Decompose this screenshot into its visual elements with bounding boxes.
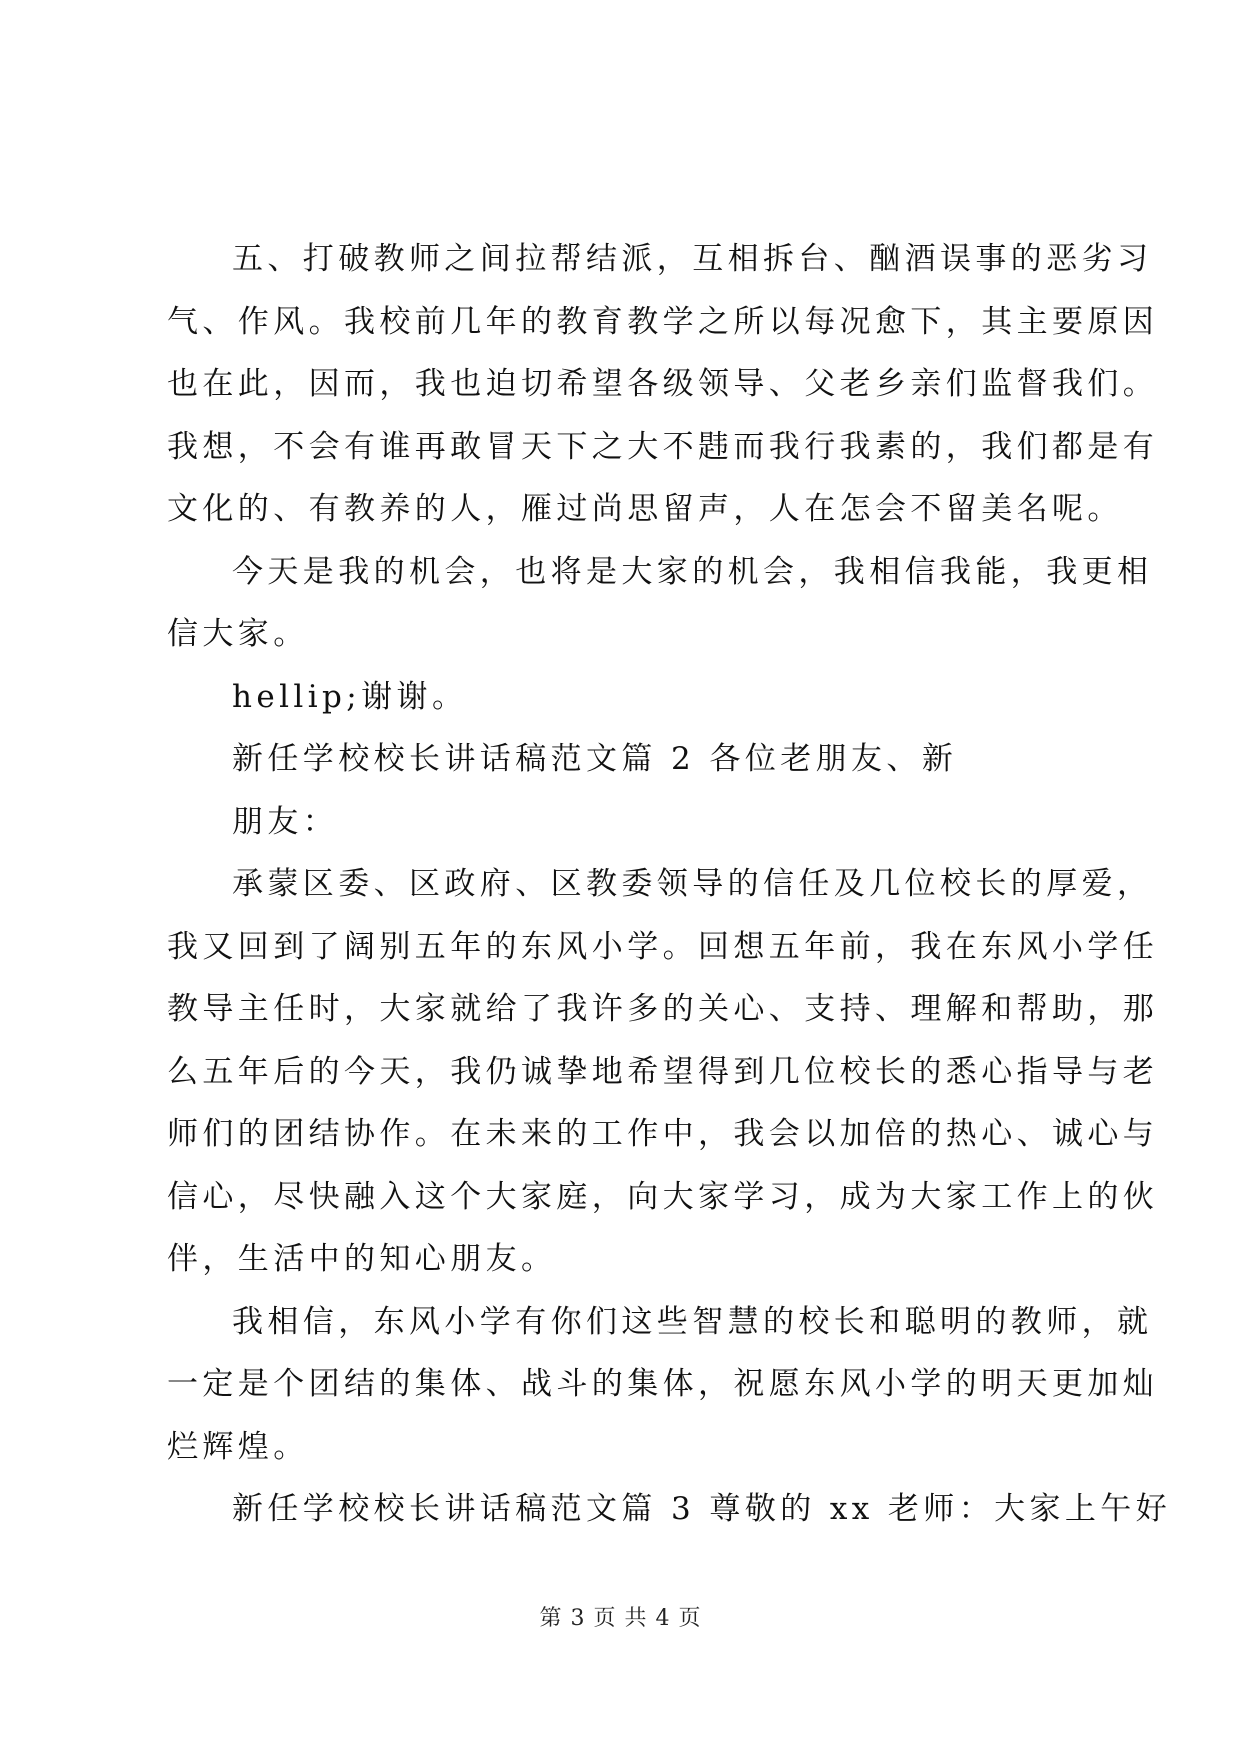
text-line: 么五年后的今天，我仍诚挚地希望得到几位校长的悉心指导与老 [167,1053,1159,1090]
text-line: 新任学校校长讲话稿范文篇 3 尊敬的 xx 老师：大家上午好 [232,1491,1172,1527]
text-line: 我想，不会有谁再敢冒天下之大不韪而我行我素的，我们都是有 [167,428,1159,465]
text-line: 气、作风。我校前几年的教育教学之所以每况愈下，其主要原因 [167,303,1159,340]
document-body [167,228,1172,1541]
text-line: 烂辉煌。 [167,1428,309,1465]
text-line: 一定是个团结的集体、战斗的集体，祝愿东风小学的明天更加灿 [167,1366,1159,1402]
text-line: 教导主任时，大家就给了我许多的关心、支持、理解和帮助，那 [167,991,1159,1027]
page-footer: 第 3 页 共 4 页 [539,1606,702,1631]
text-line: 伴，生活中的知心朋友。 [167,1241,557,1277]
text-line: 信大家。 [167,616,309,652]
text-line: 朋友： [232,803,339,840]
text-line: 五、打破教师之间拉帮结派，互相拆台、酗酒误事的恶劣习 [232,241,1153,277]
text-line: 我相信，东风小学有你们这些智慧的校长和聪明的教师，就 [232,1303,1153,1340]
text-line: 今天是我的机会，也将是大家的机会，我相信我能，我更相 [232,553,1153,590]
text-line: 信心，尽快融入这个大家庭，向大家学习，成为大家工作上的伙 [167,1178,1159,1215]
text-line: 文化的、有教养的人，雁过尚思留声，人在怎会不留美名呢。 [167,491,1123,527]
text-line: 我又回到了阔别五年的东风小学。回想五年前，我在东风小学任 [167,928,1159,965]
text-line: 新任学校校长讲话稿范文篇 2 各位老朋友、新 [232,741,958,777]
text-line: 师们的团结协作。在未来的工作中，我会以加倍的热心、诚心与 [167,1116,1159,1152]
text-line: hellip;谢谢。 [232,678,468,715]
text-line: 承蒙区委、区政府、区教委领导的信任及几位校长的厚爱， [232,866,1153,902]
text-line: 也在此，因而，我也迫切希望各级领导、父老乡亲们监督我们。 [167,366,1159,402]
